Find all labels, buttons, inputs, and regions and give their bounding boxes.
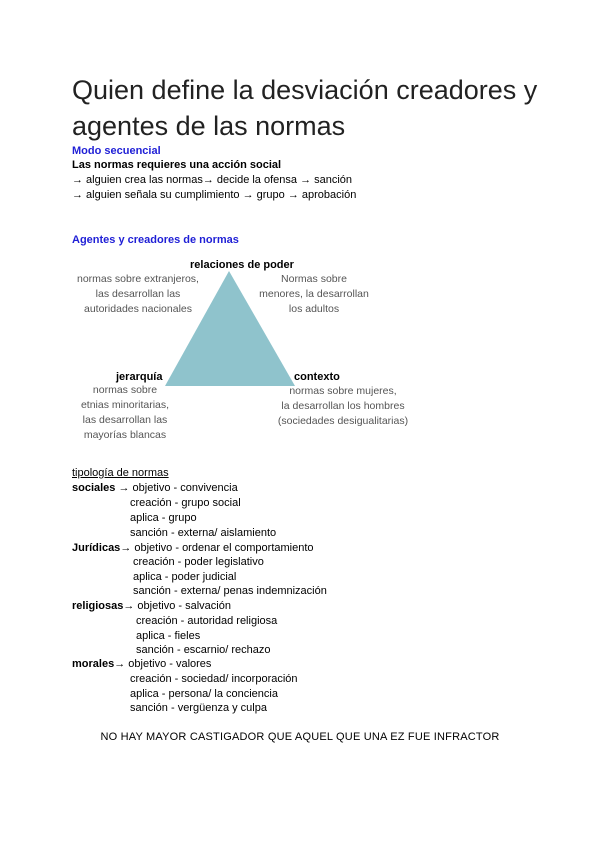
group-line: creación - poder legislativo xyxy=(133,556,264,568)
group-juridicas xyxy=(72,541,314,555)
desc-line: la desarrollan los hombres xyxy=(281,400,405,412)
group-line: creación - grupo social xyxy=(130,497,241,509)
group-line: sanción - externa/ penas indemnización xyxy=(133,585,327,597)
group-line: objetivo - salvación xyxy=(137,600,231,612)
title-line-1: Quien define la desviación creadores y xyxy=(72,75,538,105)
desc-line: normas sobre mujeres, xyxy=(289,385,397,397)
desc-line: normas sobre xyxy=(92,384,158,396)
group-morales xyxy=(72,657,211,671)
group-line: aplica - grupo xyxy=(130,512,197,524)
group-name: morales xyxy=(72,658,115,670)
node-desc-left xyxy=(70,383,180,443)
desc-line: etnias minoritarias, xyxy=(80,399,170,411)
group-name: Jurídicas xyxy=(72,542,121,554)
group-line: objetivo - ordenar el comportamiento xyxy=(134,542,314,554)
title-line-2: agentes de las normas xyxy=(72,111,346,141)
group-religiosas xyxy=(72,599,231,613)
group-line: creación - sociedad/ incorporación xyxy=(130,673,298,685)
desc-line: (sociedades desigualitarias) xyxy=(277,415,409,427)
page-title xyxy=(72,72,572,144)
desc-line: menores, la desarrollan xyxy=(259,288,369,300)
footer-quote: NO HAY MAYOR CASTIGADOR QUE AQUEL QUE UNA EZ FUE INFRACTOR xyxy=(100,731,500,743)
arrow: → xyxy=(120,542,132,554)
node-desc-top-right xyxy=(252,272,376,317)
desc-line: Normas sobre xyxy=(281,273,347,285)
sequence-line-2: → alguien señala su cumplimiento → grupo → aprobación xyxy=(72,189,357,201)
norms-triangle-diagram xyxy=(0,250,600,450)
group-name: sociales xyxy=(72,482,116,494)
tipologia-heading: tipología de normas xyxy=(72,467,169,479)
agentes-heading: Agentes y creadores de normas xyxy=(72,234,239,246)
group-line: creación - autoridad religiosa xyxy=(136,615,278,627)
arrow: → xyxy=(114,658,126,670)
sequence-line-1: → alguien crea las normas→ decide la ofensa → sanción xyxy=(72,174,353,186)
arrow: → xyxy=(123,600,135,612)
node-label-contexto: contexto xyxy=(294,371,340,383)
desc-line: las desarrollan las xyxy=(95,288,181,300)
group-line: aplica - fieles xyxy=(136,630,201,642)
modo-subheading: Las normas requieres una acción social xyxy=(72,159,282,171)
modo-secuencial-heading: Modo secuencial xyxy=(72,145,161,157)
desc-line: autoridades nacionales xyxy=(84,303,192,315)
group-line: objetivo - valores xyxy=(128,658,212,670)
group-line: objetivo - convivencia xyxy=(132,482,238,494)
group-sociales xyxy=(72,481,238,495)
group-line: aplica - persona/ la conciencia xyxy=(130,688,278,700)
node-desc-top-left xyxy=(68,272,208,317)
arrow: → xyxy=(118,482,130,494)
group-line: sanción - externa/ aislamiento xyxy=(130,527,277,539)
group-line: sanción - vergüenza y culpa xyxy=(130,702,267,714)
desc-line: las desarrollan las xyxy=(82,414,168,426)
group-line: aplica - poder judicial xyxy=(133,571,237,583)
desc-line: mayorías blancas xyxy=(83,429,167,441)
node-desc-right xyxy=(268,384,418,429)
node-label-relaciones-de-poder: relaciones de poder xyxy=(190,259,294,271)
group-name: religiosas xyxy=(72,600,124,612)
desc-line: normas sobre extranjeros, xyxy=(77,273,199,285)
node-label-jerarquia: jerarquía xyxy=(116,371,163,383)
desc-line: los adultos xyxy=(288,303,340,315)
group-line: sanción - escarnio/ rechazo xyxy=(136,644,271,656)
